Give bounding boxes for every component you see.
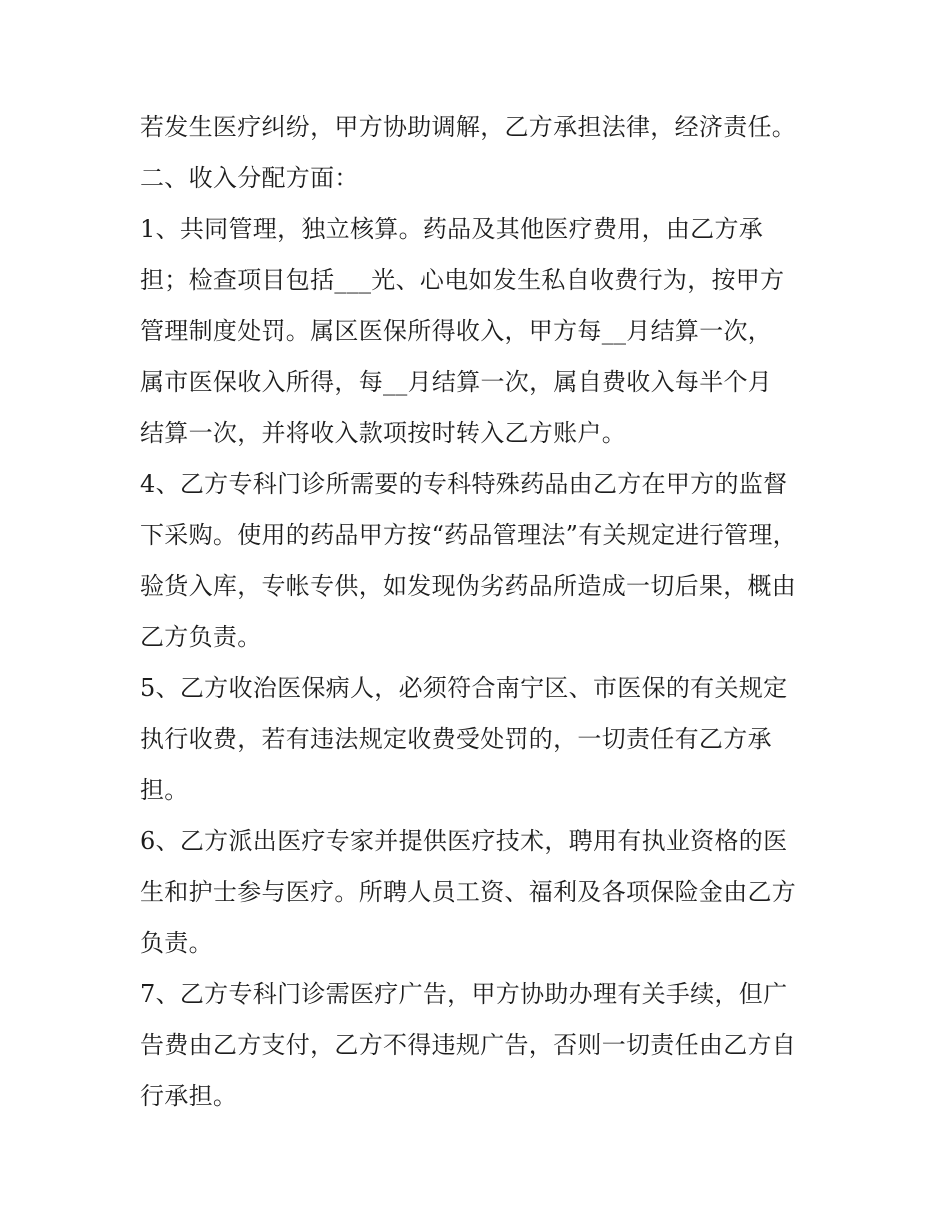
paragraph (140, 204, 820, 459)
text-line: 负责。 (140, 929, 213, 957)
document-body (140, 102, 820, 1122)
text-line: 若发生医疗纠纷，甲方协助调解，乙方承担法律，经济责任。 (140, 113, 797, 141)
text-line: 告费由乙方支付，乙方不得违规广告，否则一切责任由乙方自 (140, 1031, 797, 1059)
text-line: 7、乙方专科门诊需医疗广告，甲方协助办理有关手续，但广 (140, 980, 788, 1008)
paragraph (140, 816, 820, 969)
paragraph (140, 153, 820, 204)
text-line: 乙方负责。 (140, 623, 262, 651)
paragraph (140, 459, 820, 663)
text-line: 结算一次，并将收入款项按时转入乙方账户。 (140, 419, 626, 447)
text-line: 管理制度处罚。属区医保所得收入，甲方每__月结算一次， (140, 317, 773, 345)
text-line: 生和护士参与医疗。所聘人员工资、福利及各项保险金由乙方 (140, 878, 797, 906)
text-line: 执行收费，若有违法规定收费受处罚的，一切责任有乙方承 (140, 725, 772, 753)
paragraph (140, 969, 820, 1122)
text-line: 下采购。使用的药品甲方按“药品管理法”有关规定进行管理， (140, 521, 797, 549)
text-line: 二、收入分配方面： (140, 164, 359, 192)
text-line: 属市医保收入所得，每__月结算一次，属自费收入每半个月 (140, 368, 773, 396)
text-line: 验货入库，专帐专供，如发现伪劣药品所造成一切后果，概由 (140, 572, 797, 600)
text-line: 4、乙方专科门诊所需要的专科特殊药品由乙方在甲方的监督 (140, 470, 788, 498)
paragraph (140, 663, 820, 816)
text-line: 担。 (140, 776, 189, 804)
text-line: 1、共同管理，独立核算。药品及其他医疗费用，由乙方承 (140, 215, 764, 243)
paragraph (140, 102, 820, 153)
text-line: 行承担。 (140, 1082, 238, 1110)
text-line: 6、乙方派出医疗专家并提供医疗技术，聘用有执业资格的医 (140, 827, 788, 855)
text-line: 5、乙方收治医保病人，必须符合南宁区、市医保的有关规定 (140, 674, 788, 702)
text-line: 担；检查项目包括___光、心电如发生私自收费行为，按甲方 (140, 266, 785, 294)
